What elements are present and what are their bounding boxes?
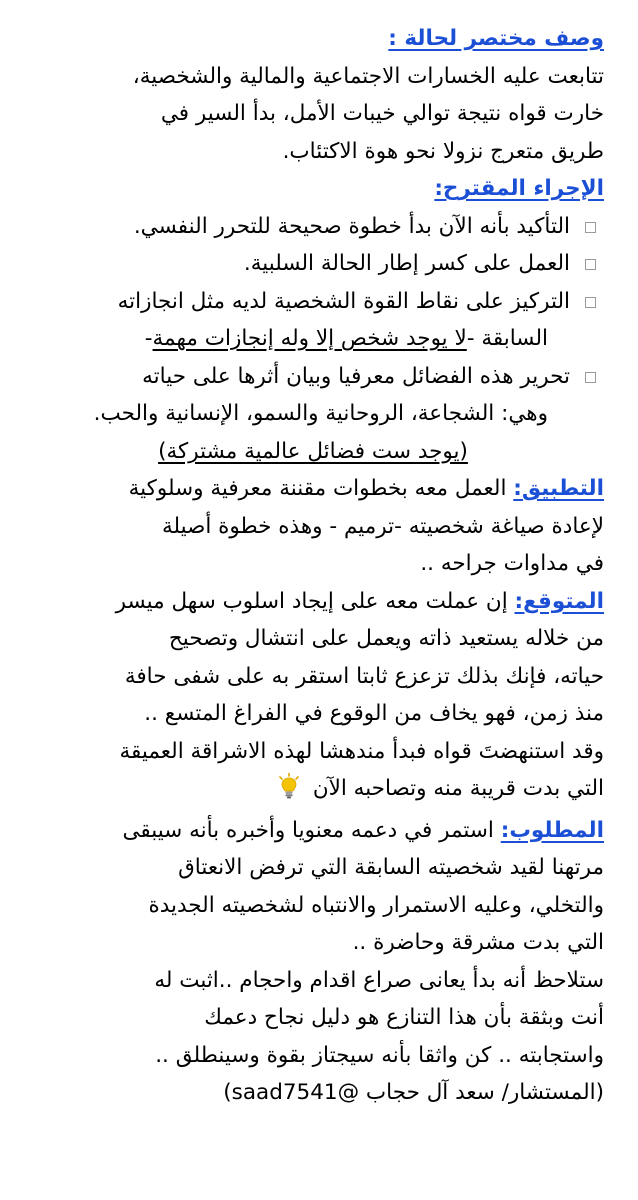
checkbox-square-icon bbox=[585, 222, 596, 233]
procedure-heading: الإجراء المقترح: bbox=[434, 176, 604, 201]
procedure-list bbox=[22, 208, 604, 471]
description-line: تتابعت عليه الخسارات الاجتماعية والمالية والشخصية، bbox=[132, 63, 604, 89]
application-label: التطبيق: bbox=[513, 476, 604, 501]
application-line: في مداوات جراحه .. bbox=[420, 551, 604, 576]
checkbox-square-icon bbox=[585, 259, 596, 270]
description-line: طريق متعرج نزولا نحو هوة الاكتئاب. bbox=[282, 138, 604, 164]
case-title: وصف مختصر لحالة : bbox=[388, 26, 604, 51]
procedure-item-continuation: السابقة -لا يوجد شخص إلا وله إنجازات مهمة- bbox=[144, 326, 548, 351]
expected-line: وقد استنهضتَ قواه فبدأ مندهشا لهذه الاشراقة العميقة bbox=[119, 738, 604, 764]
checkbox-square-icon bbox=[585, 297, 596, 308]
expected-line: من خلاله يستعيد ذاته ويعمل على انتشال وتصحيح bbox=[168, 626, 604, 651]
expected-line: حياته، فإنك بذلك تزعزع ثابتا استقر به على شفى حافة bbox=[124, 663, 604, 689]
required-line: ستلاحظ أنه بدأ يعانى صراع اقدام واحجام ..اثبت له bbox=[154, 967, 604, 993]
procedure-item: التركيز على نقاط القوة الشخصية لديه مثل انجازاته bbox=[22, 283, 604, 321]
required-line: أنت وبثقة بأن هذا التنازع هو دليل نجاح دعمك bbox=[204, 1005, 604, 1030]
expected-section: المتوقع: إن عملت معه على إيجاد اسلوب سهل ميسر من خلاله يستعيد ذاته ويعمل على انتشال وتصحيح حياته، فإنك بذلك تزعزع ثابتا استقر به على شفى حافة منذ زمن، فهو يخاف من الوقوع في الفراغ المتسع .. وقد استنهضتَ قواه فبدأ مندهشا لهذه الاشراقة العميقة التي بدت قريبة منه وتصاحبه الآن bbox=[22, 583, 604, 812]
required-line: التي بدت مشرقة وحاضرة .. bbox=[352, 930, 604, 955]
light-bulb-icon bbox=[278, 773, 300, 812]
description-line: خارت قواه نتيجة توالي خيبات الأمل، بدأ السير في bbox=[160, 101, 604, 126]
procedure-item: العمل على كسر إطار الحالة السلبية. bbox=[22, 245, 604, 283]
application-section: التطبيق: العمل معه بخطوات مقننة معرفية وسلوكية لإعادة صياغة شخصيته -ترميم - وهذه خطوة أصيلة في مداوات جراحه .. bbox=[22, 470, 604, 583]
signature: (المستشار/ سعد آل حجاب @saad7541) bbox=[223, 1080, 604, 1105]
required-section: المطلوب: استمر في دعمه معنويا وأخبره بأنه سيبقى مرتهنا لقيد شخصيته السابقة التي ترفض الانعتاق والتخلي، وعليه الاستمرار والانتباه لشخصيته الجديدة التي بدت مشرقة وحاضرة .. ستلاحظ أنه بدأ يعانى صراع اقدام واحجام ..اثبت له أنت وبثقة بأن هذا التنازع هو دليل نجاح دعمك واستجابته .. كن واثقا بأنه سيجتاز بقوة وسينطلق .. bbox=[22, 812, 604, 1075]
required-line: مرتهنا لقيد شخصيته السابقة التي ترفض الانعتاق bbox=[178, 855, 604, 880]
virtues-note: (يوجد ست فضائل عالمية مشتركة) bbox=[158, 438, 468, 464]
case-description bbox=[22, 58, 604, 171]
procedure-item-continuation: وهي: الشجاعة، الروحانية والسمو، الإنسانية والحب. bbox=[93, 401, 548, 426]
expected-line: التي بدت قريبة منه وتصاحبه الآن bbox=[22, 770, 604, 812]
expected-label: المتوقع: bbox=[514, 588, 604, 614]
procedure-item: تحرير هذه الفضائل معرفيا وبيان أثرها على حياته bbox=[22, 358, 604, 396]
checkbox-square-icon bbox=[585, 372, 596, 383]
procedure-item: التأكيد بأنه الآن بدأ خطوة صحيحة للتحرر النفسي. bbox=[22, 208, 604, 246]
application-line: لإعادة صياغة شخصيته -ترميم - وهذه خطوة أصيلة bbox=[161, 513, 604, 539]
required-label: المطلوب: bbox=[500, 817, 604, 843]
expected-line: منذ زمن، فهو يخاف من الوقوع في الفراغ المتسع .. bbox=[144, 701, 604, 726]
required-line: والتخلي، وعليه الاستمرار والانتباه لشخصيته الجديدة bbox=[148, 892, 604, 918]
required-line: واستجابته .. كن واثقا بأنه سيجتاز بقوة وسينطلق .. bbox=[155, 1042, 604, 1068]
underlined-note: لا يوجد شخص إلا وله إنجازات مهمة bbox=[152, 326, 467, 351]
